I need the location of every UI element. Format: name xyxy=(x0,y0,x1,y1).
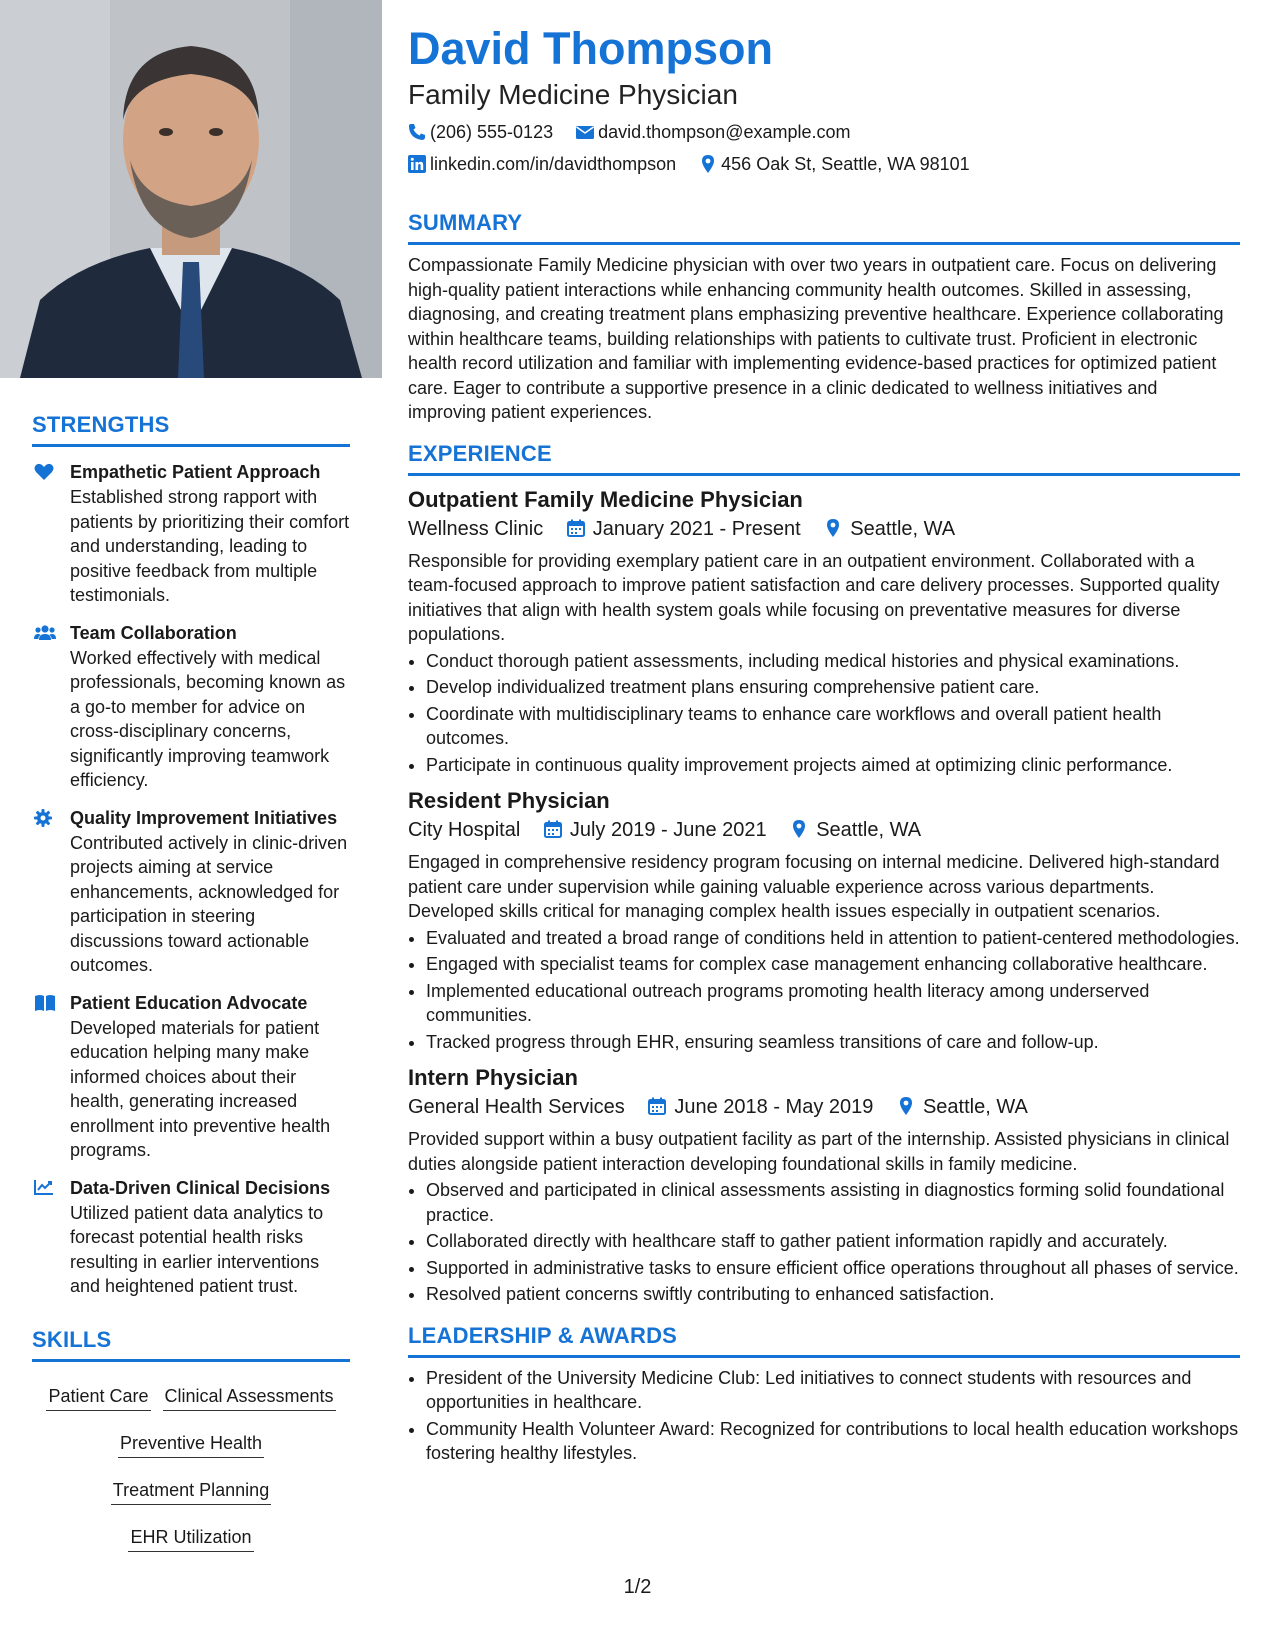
users-icon xyxy=(34,624,56,644)
job-entry xyxy=(408,1064,1240,1307)
skill-tag: Clinical Assessments xyxy=(163,1380,336,1411)
address-contact xyxy=(699,152,969,176)
map-pin-icon xyxy=(824,517,842,535)
job-location-text: Seattle, WA xyxy=(922,1096,1028,1118)
skill-tag: Patient Care xyxy=(46,1380,150,1411)
job-dates-text: July 2019 - June 2021 xyxy=(569,819,767,841)
job-location-text: Seattle, WA xyxy=(816,819,922,841)
skill-tag: Preventive Health xyxy=(118,1427,264,1458)
job-dates-text: June 2018 - May 2019 xyxy=(674,1096,874,1118)
skill-tag: EHR Utilization xyxy=(128,1521,253,1552)
job-bullets xyxy=(408,1178,1240,1307)
leadership-section xyxy=(408,1323,1240,1466)
leadership-heading: LEADERSHIP & AWARDS xyxy=(408,1323,1240,1358)
phone-icon xyxy=(408,123,426,141)
strength-title: Quality Improvement Initiatives xyxy=(70,807,338,828)
job-bullets xyxy=(408,926,1240,1055)
candidate-title: Family Medicine Physician xyxy=(408,79,738,110)
strength-item xyxy=(32,461,350,608)
job-dates xyxy=(567,515,801,543)
job-location xyxy=(897,1093,1028,1121)
job-bullet: • Coordinate with multidisciplinary teams to enhance care workflows and overall patient health outcomes. xyxy=(426,702,1240,751)
strength-text: Established strong rapport with patients by prioritizing their comfort and understanding, leading to positive feedback from multiple testimonials. xyxy=(70,487,350,605)
job-bullet: • Engaged with specialist teams for complex case management enhancing collaborative healthcare. xyxy=(426,952,1240,977)
strength-item xyxy=(32,1177,350,1299)
right-column xyxy=(408,22,1240,1466)
summary-text: Compassionate Family Medicine physician with over two years in outpatient care. Focus on delivering high-quality patient interactions while enhancing community health outcomes. Skilled in assessing, diagnosing, and creating treatment plans emphasizing preventive healthcare. Experience collaborating within healthcare teams, building relationships with patients to cultivate trust. Proficient in electronic health record utilization and familiar with implementing evidence-based practices for optimized patient care. Eager to contribute a supportive presence in a clinic dedicated to wellness initiatives and improving patient experiences. xyxy=(408,255,1224,422)
job-company: Wellness Clinic xyxy=(408,517,544,540)
linkedin-icon xyxy=(408,155,426,173)
job-bullet: • Implemented educational outreach programs promoting health literacy among underserved communities. xyxy=(426,979,1240,1028)
job-location-text: Seattle, WA xyxy=(850,517,956,540)
gear-icon xyxy=(34,809,56,829)
strength-item xyxy=(32,992,350,1163)
experience-section xyxy=(408,441,1240,1307)
strength-item xyxy=(32,807,350,978)
leadership-item: • President of the University Medicine Club: Led initiatives to connect students with resources and opportunities in healthcare. xyxy=(426,1366,1240,1415)
map-pin-icon xyxy=(699,155,717,173)
job-bullet: • Evaluated and treated a broad range of conditions held in attention to patient-centered methodologies. xyxy=(426,926,1240,951)
leadership-list xyxy=(408,1366,1240,1466)
job-entry xyxy=(408,486,1240,778)
job-location xyxy=(824,515,955,543)
profile-photo xyxy=(0,0,382,378)
skills-heading: SKILLS xyxy=(32,1327,350,1362)
phone-text: (206) 555-0123 xyxy=(430,122,554,142)
strength-text: Worked effectively with medical professionals, becoming known as a go-to member for advice on cross-disciplinary concerns, significantly improving teamwork efficiency. xyxy=(70,647,346,790)
job-company: General Health Services xyxy=(408,1096,625,1118)
strength-title: Patient Education Advocate xyxy=(70,992,308,1013)
job-meta xyxy=(408,816,1240,844)
job-bullet: • Resolved patient concerns swiftly contributing to enhanced satisfaction. xyxy=(426,1282,1240,1307)
strengths-heading: STRENGTHS xyxy=(32,412,350,447)
chart-line-icon xyxy=(34,1179,56,1199)
job-bullets xyxy=(408,649,1240,778)
job-bullet: • Participate in continuous quality improvement projects aimed at optimizing clinic performance. xyxy=(426,753,1240,778)
contact-row-2 xyxy=(408,152,1240,176)
linkedin-contact[interactable] xyxy=(408,152,676,176)
address-text: 456 Oak St, Seattle, WA 98101 xyxy=(721,154,970,174)
summary-section xyxy=(408,210,1240,425)
calendar-icon xyxy=(648,1095,666,1113)
job-bullet: • Conduct thorough patient assessments, including medical histories and physical examinations. xyxy=(426,649,1240,674)
email-text: david.thompson@example.com xyxy=(598,122,851,142)
candidate-name: David Thompson xyxy=(408,23,774,74)
strength-title: Empathetic Patient Approach xyxy=(70,462,321,482)
left-column xyxy=(0,0,382,1650)
job-bullet: • Supported in administrative tasks to ensure efficient office operations throughout all phases of service. xyxy=(426,1256,1240,1281)
strength-text: Utilized patient data analytics to forecast potential health risks resulting in earlier interventions and heightened patient trust. xyxy=(70,1202,324,1296)
job-bullet: • Tracked progress through EHR, ensuring seamless transitions of care and follow-up. xyxy=(426,1030,1240,1055)
job-title: Intern Physician xyxy=(408,1065,578,1090)
email-contact[interactable] xyxy=(576,120,850,144)
contact-row xyxy=(408,120,1240,144)
job-bullet: • Collaborated directly with healthcare staff to gather patient information rapidly and accurately. xyxy=(426,1229,1240,1254)
summary-heading: SUMMARY xyxy=(408,210,1240,245)
job-meta xyxy=(408,515,1240,543)
job-meta xyxy=(408,1093,1240,1121)
linkedin-text: linkedin.com/in/davidthompson xyxy=(430,154,677,174)
job-entry xyxy=(408,787,1240,1054)
job-bullet: • Develop individualized treatment plans ensuring comprehensive patient care. xyxy=(426,675,1240,700)
strength-title: Team Collaboration xyxy=(70,622,237,643)
job-description: Responsible for providing exemplary patient care in an outpatient environment. Collaborated with a team-focused approach to improve patient satisfaction and care delivery processes. Supported quality initiatives that align with health system goals while focusing on preventative measures for diverse populations. xyxy=(408,550,1220,644)
job-description: Engaged in comprehensive residency program focusing on internal medicine. Delivered high-standard patient care under supervision while gaining valuable experience across various departments. Developed skills critical for managing complex health issues especially in outpatient scenarios. xyxy=(408,852,1220,921)
job-title: Resident Physician xyxy=(408,788,610,813)
strength-text: Contributed actively in clinic-driven projects aiming at service enhancements, acknowledged for participation in steering discussions toward actionable outcomes. xyxy=(70,832,348,975)
job-company: City Hospital xyxy=(408,819,521,841)
left-content xyxy=(32,412,350,1560)
phone-contact[interactable] xyxy=(408,120,553,144)
map-pin-icon xyxy=(790,818,808,836)
job-bullet: • Observed and participated in clinical assessments assisting in diagnostics forming solid foundational practice. xyxy=(426,1178,1240,1227)
experience-heading: EXPERIENCE xyxy=(408,441,1240,476)
job-title: Outpatient Family Medicine Physician xyxy=(408,486,803,512)
heart-icon xyxy=(34,463,56,483)
calendar-icon xyxy=(567,517,585,535)
leadership-item: • Community Health Volunteer Award: Recognized for contributions to local health education workshops fostering healthy lifestyles. xyxy=(426,1417,1240,1466)
skill-tag: Treatment Planning xyxy=(111,1474,271,1505)
map-pin-icon xyxy=(897,1095,915,1113)
job-location xyxy=(790,816,921,844)
page-number: 1/2 xyxy=(623,1576,652,1598)
strength-text: Developed materials for patient education helping many make informed choices about their health, generating increased enrollment into preventive health programs. xyxy=(70,1017,331,1160)
book-icon xyxy=(34,994,56,1014)
strength-item xyxy=(32,622,350,793)
job-dates xyxy=(544,816,767,844)
job-dates-text: January 2021 - Present xyxy=(592,517,801,540)
strength-title: Data-Driven Clinical Decisions xyxy=(70,1177,331,1198)
skills-list xyxy=(32,1372,350,1560)
calendar-icon xyxy=(544,818,562,836)
envelope-icon xyxy=(576,123,594,141)
job-description: Provided support within a busy outpatient facility as part of the internship. Assisted physicians in clinical duties alongside patient interaction developing foundational skills in family medicine. xyxy=(408,1129,1230,1174)
job-dates xyxy=(648,1093,873,1121)
